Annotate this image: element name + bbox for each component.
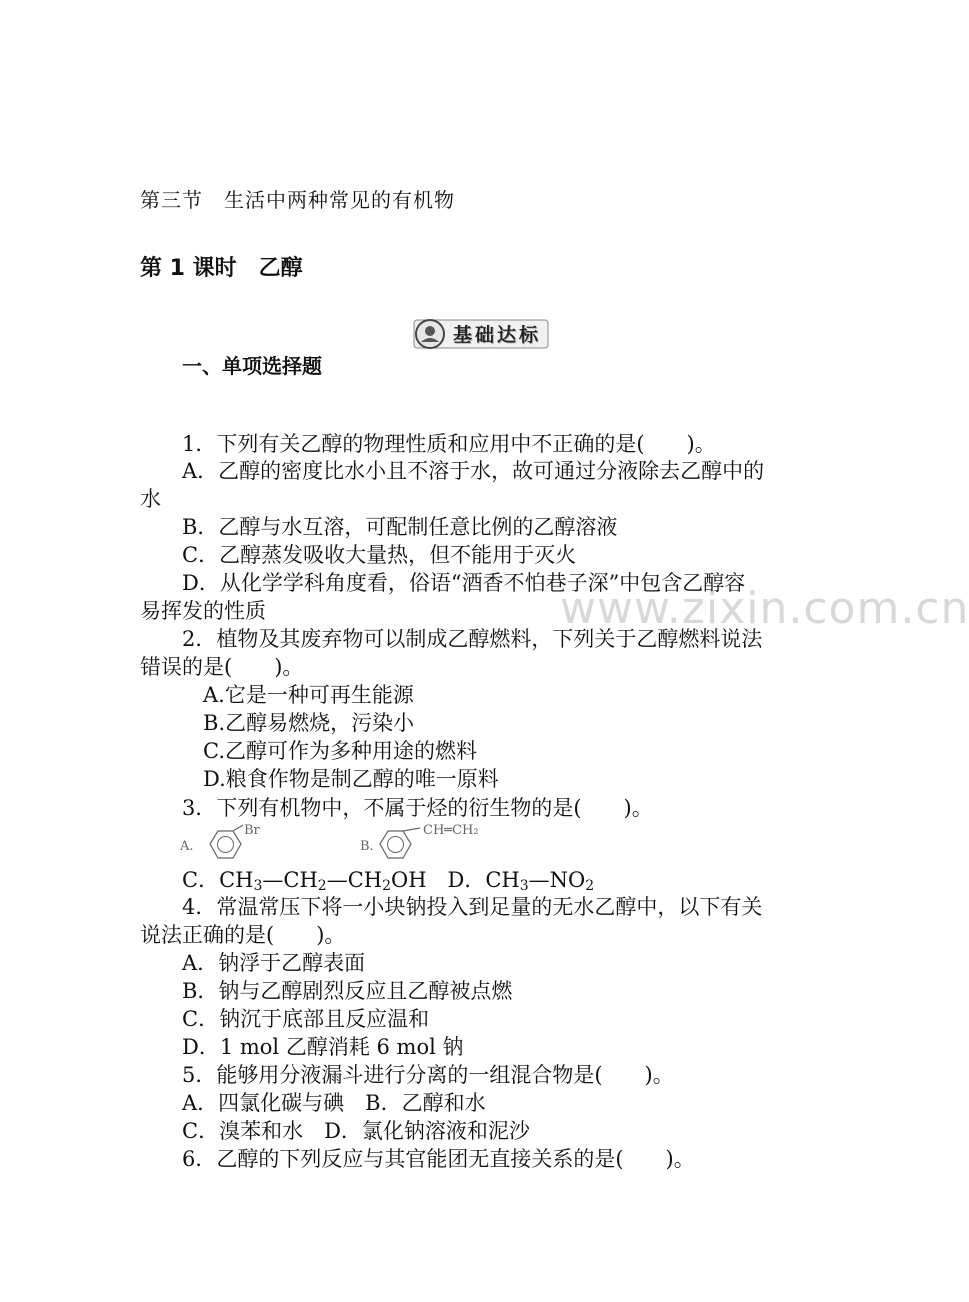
q1-option-d: D．从化学学科角度看，俗语“酒香不怕巷子深”中包含乙醇容: [182, 571, 746, 595]
q4-stem: 4．常温常压下将一小块钠投入到足量的无水乙醇中，以下有关: [182, 895, 763, 919]
q2-option-b: B.乙醇易燃烧，污染小: [203, 711, 415, 735]
q1-option-b: B．乙醇与水互溶，可配制任意比例的乙醇溶液: [182, 515, 618, 539]
q2-stem: 2．植物及其废弃物可以制成乙醇燃料，下列关于乙醇燃料说法: [182, 627, 763, 651]
q1-option-a: A．乙醇的密度比水小且不溶于水，故可通过分液除去乙醇中的: [182, 459, 765, 483]
q5-options-ab: A．四氯化碳与碘 B．乙醇和水: [182, 1091, 486, 1115]
q1-stem: 1．下列有关乙醇的物理性质和应用中不正确的是( )。: [182, 432, 716, 456]
q2-option-d: D.粮食作物是制乙醇的唯一原料: [203, 767, 499, 791]
subsection-title: 一、单项选择题: [182, 354, 322, 378]
q3-structures: [180, 822, 510, 866]
q1-option-a-cont: 水: [140, 487, 161, 511]
q4-option-c: C．钠沉于底部且反应温和: [182, 1007, 430, 1031]
q3-a-substituent: Br: [244, 823, 260, 838]
q1-option-d-cont: 易挥发的性质: [140, 599, 266, 623]
q4-option-d: D．1 mol 乙醇消耗 6 mol 钠: [182, 1035, 464, 1059]
watermark: www.zixin.com.cn: [560, 583, 969, 634]
q3-a-label: A.: [180, 839, 194, 854]
q5-options-cd: C．溴苯和水 D．氯化钠溶液和泥沙: [182, 1119, 530, 1143]
badge-label: 基础达标: [453, 324, 542, 346]
benzene-ring-a-icon: [210, 825, 243, 858]
benzene-ring-b-icon: [380, 828, 420, 858]
lesson-title: 第 1 课时 乙醇: [140, 256, 303, 281]
q4-option-b: B．钠与乙醇剧烈反应且乙醇被点燃: [182, 979, 513, 1003]
q3-b-substituent: CH═CH₂: [423, 823, 479, 838]
q4-stem-cont: 说法正确的是( )。: [140, 923, 346, 947]
q2-option-a: A.它是一种可再生能源: [203, 683, 414, 707]
q3-stem: 3．下列有机物中，不属于烃的衍生物的是( )。: [182, 796, 653, 820]
q5-stem: 5．能够用分液漏斗进行分离的一组混合物是( )。: [182, 1063, 674, 1087]
q3-options-cd: C．$CH_3—CH_2—CH_2OH$ D．$CH_3—NO_2$: [182, 868, 595, 894]
basic-standard-badge: [413, 317, 549, 351]
q2-option-c: C.乙醇可作为多种用途的燃料: [203, 739, 477, 763]
q3-b-label: B.: [360, 839, 374, 854]
q1-option-c: C．乙醇蒸发吸收大量热，但不能用于灭火: [182, 543, 577, 567]
q4-option-a: A．钠浮于乙醇表面: [182, 951, 366, 975]
section-title: 第三节 生活中两种常见的有机物: [140, 188, 455, 212]
q6-stem: 6．乙醇的下列反应与其官能团无直接关系的是( )。: [182, 1147, 695, 1171]
q2-stem-cont: 错误的是( )。: [140, 655, 304, 679]
